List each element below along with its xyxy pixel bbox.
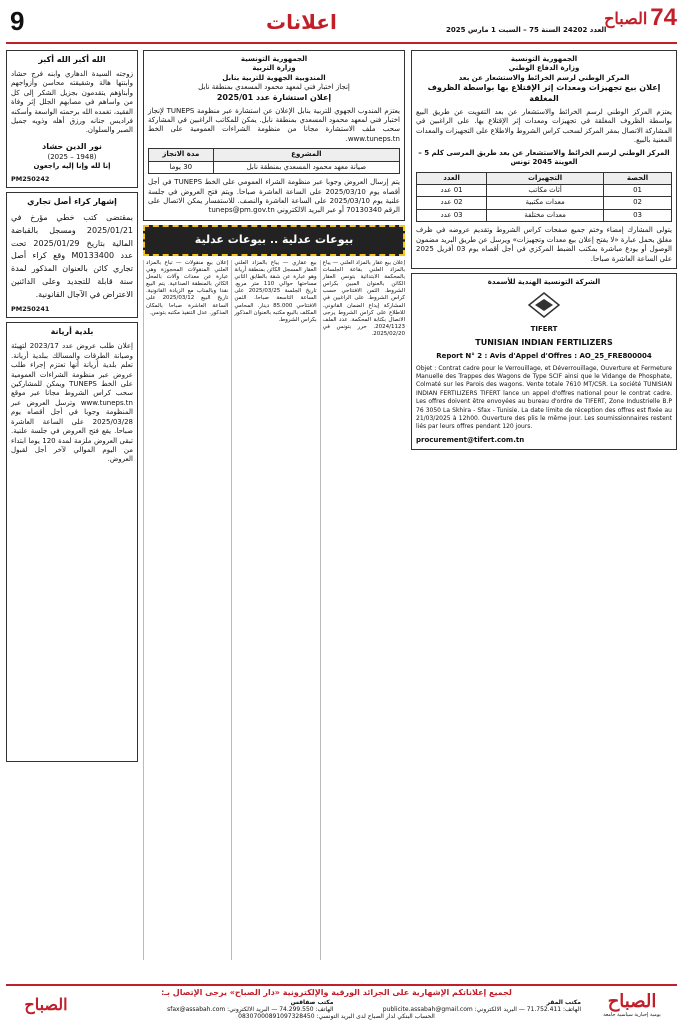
page-number: 9: [10, 6, 25, 36]
table-cell: صيانة معهد محمود المسعدي بمنطقة نابل: [213, 161, 399, 173]
notice-body: يعتزم المركز الوطني لرسم الخرائط والاستشعار عن بعد التفويت عن طريق البيع بواسطة الظروف المغلقة في تجهيزات ومعدات إثر الإقتلاع بها. على الراغبين في المشاركة الاتصال بمقر المركز لسحب كراس الشروط والاطلاع على التجهيزات والمعدات المعنية بالبيع.: [416, 107, 672, 145]
ref-code: PM250242: [11, 174, 50, 183]
tifert-report: Report N° 2 : Avis d'Appel d'Offres : AO_25_FRE800004: [436, 352, 652, 361]
tifert-email[interactable]: procurement@tifert.com.tn: [416, 435, 525, 444]
page-footer: [6, 984, 677, 1022]
sales-columns: [143, 260, 405, 960]
table-header: المشروع: [213, 149, 399, 161]
education-notice: [143, 50, 405, 221]
table-cell: معدات مكتبية: [487, 197, 604, 209]
office-body: الهاتف: 71.752.411 — البريد الالكتروني: publicite.assabah@gmail.com: [382, 1006, 581, 1013]
footer-logo: [587, 986, 677, 1022]
directorate: المندوبية الجهوية للتربية بنابل: [222, 73, 326, 82]
notice-body-2: يتولى المشارك إمضاء وختم جميع صفحات كراس الشروط وتقديم عروضه في ظرف مغلق يحمل عبارة «لا يفتح إعلان بيع معدات وتجهيزات» ويرسل عن طريق البريد مضمون الوصول أو يودع مباشرة بمكتب الضبط المركزي في أجل أقصاه يوم 03 أفريل 2025 على الساعة العاشرة صباحا.: [416, 226, 672, 263]
ref-code: PM250241: [11, 304, 50, 313]
bank-account: الحساب البنكي لدار الصباح لدى البريد التونسي: 08307000891097328450: [238, 1013, 435, 1020]
condolence-body: زوجته السيدة الدهاري وابنه فرج حشاد وابنتها هالة وشقيقته محاسن وأزواجهم وأبناؤهم يتقدمون بجزيل الشكر إلى كل من واساهم في مصابهم الجلل إثر وفاة الفقيد، تغمده الله برحمته الواسعة وأسكنه فراديس جنانه ورزق أهله وذويه جميل الصبر والسلوان.: [11, 69, 133, 135]
lease-notice: [6, 192, 138, 318]
ministry: وزارة التربية: [252, 64, 296, 73]
verse: إنا لله وإنا إليه راجعون: [33, 162, 111, 171]
office-hq: [340, 999, 582, 1013]
table-row: [417, 184, 672, 196]
right-column: [411, 50, 677, 980]
sales-column: إعلان بيع عقار بالمزاد العلني — يباع بالمزاد العلني بقاعة الجلسات بالمحكمة الابتدائية بتونس العقار الكائن بالعنوان المبين بكراس الشروط. الثمن الافتتاحي حسب كراس الشروط. على الراغبين في المشاركة إيداع الضمان القانوني. للاطلاع على كراس الشروط يرجى الاتصال بكتابة المحكمة. عدد الملف 2024/1123. حرر بتونس في 2025/02/20.: [320, 260, 405, 960]
table-row: [149, 161, 400, 173]
table-cell: 02: [604, 197, 672, 209]
prayer-title: الله أكبر الله أكبر: [38, 55, 106, 64]
municipality-notice: [6, 322, 138, 762]
notice-body: يعتزم المندوب الجهوي للتربية بنابل الإعلان عن استشارة عبر منظومة TUNEPS لإنجاز اختبار فني لمعهد محمود المسعدي بمنطقة نابل. يمكن للمكاتب الراغبين في المشاركة سحب ملف الاستشارة مجانا من منظومة الشراءات العمومية على الخط www.tuneps.tn.: [148, 106, 400, 143]
defense-notice: [411, 50, 677, 269]
tifert-logo: [416, 291, 672, 334]
table-header: التجهيزات: [487, 172, 604, 184]
judicial-sales: [143, 225, 405, 960]
office-sfax: [92, 999, 334, 1013]
footer-logo-right: [6, 986, 86, 1022]
notice-location: المركز الوطني لرسم الخرائط والاستشعار عن بعد طريق المرسى كلم 5 – العوينة 2045 تونس: [418, 148, 670, 167]
middle-column: [143, 50, 405, 980]
office-title: مكتب المقر: [546, 999, 581, 1006]
tifert-logo-text: TIFERT: [530, 324, 558, 333]
notice-subject: إنجاز اختبار فني لمعهد محمود المسعدي بمنطقة نابل: [198, 83, 350, 92]
table-cell: 03 عدد: [417, 209, 487, 221]
masthead-logo: [597, 4, 677, 32]
lease-title: إشهار كراء أصل تجاري: [27, 197, 117, 207]
issue-meta: العدد 24202 السنة 75 – السبت 1 مارس 2025: [446, 26, 607, 34]
deceased-name: نور الدين حشاد: [42, 141, 102, 151]
table-cell: 30 يوما: [149, 161, 214, 173]
table-cell: 01 عدد: [417, 184, 487, 196]
table-header: مدة الانجاز: [149, 149, 214, 161]
ministry: وزارة الدفاع الوطني: [508, 64, 580, 73]
table-cell: أثاث مكاتب: [487, 184, 604, 196]
table-cell: 03: [604, 209, 672, 221]
table-header: العدد: [417, 172, 487, 184]
tifert-notice: [411, 273, 677, 450]
footer-logo-right-name: الصباح: [24, 994, 68, 1014]
office-body: الهاتف: 74.299.550 — البريد الالكتروني: sfax@assabah.com: [167, 1006, 334, 1013]
table-header: الحصة: [604, 172, 672, 184]
tifert-name-ar: الشركة التونسية الهندية للأسمدة: [487, 278, 601, 287]
sales-title: بيوعات عدلية .. بيوعات عدلية: [143, 225, 405, 256]
notice-number: إعلان استشارة عدد 2025/01: [216, 92, 332, 102]
lease-body: بمقتضى كتب خطي مؤرخ في 2025/01/21 ومسجل بالقباضة المالية بتاريخ 2025/01/29 تحت عدد M0133400 وقع كراء أصل تجاري كائن بالعنوان المذكور لمدة سنة قابلة للتجديد وعلى الدائنين الاعتراض في الآجال القانونية.: [11, 213, 134, 299]
table-cell: 02 عدد: [417, 197, 487, 209]
lots-table: [416, 172, 672, 223]
republic: الجمهورية التونسية: [510, 55, 578, 63]
table-cell: 01: [604, 184, 672, 196]
page-header: [6, 4, 677, 44]
sales-column: بيع عقاري — يباع بالمزاد العلني العقار المسجل الكائن بمنطقة أريانة وهو عبارة عن شقة بالطابق الثاني مساحتها حوالي 110 متر مربع. تاريخ الجلسة 2025/03/25 على الساعة التاسعة صباحا. الثمن الافتتاحي 85.000 دينار. المحامي المكلف بالبيع مكتبه بالعنوان المذكور بكراس الشروط.: [231, 260, 316, 960]
table-cell: معدات مختلفة: [487, 209, 604, 221]
table-row: [417, 209, 672, 221]
center-name: المركز الوطني لرسم الخرائط والاستشعار عن بعد: [458, 73, 630, 82]
municipality-title: بلدية أريانة: [50, 327, 94, 337]
section-title: اعلانات: [266, 10, 337, 34]
tifert-body: Objet : Contrat cadre pour le Verrouillage, et Déverrouillage, Ouverture et Fermeture Manuelle des Trappes des Wagons de Type SCIF ainsi que le Vidange de Phosphate, Colmaté sur les Parois des wagons. Vente totale 7610 MT/CSR. La société TUNISIAN INDIAN FERTILIZERS TIFERT lance un appel d'offres national pour le contrat cadre. Les offres doivent être envoyées au bureau d'ordre de TIFERT, Zone Industrielle B.P 76 3050 La Skhira - Sfax - Tunisie. La date limite de réception des offres est fixée au 21/03/2025 à 12h00. Ouverture des plis le même jour. Les soumissionnaires restent liés par leurs offres pendant 120 jours.: [416, 364, 672, 431]
tifert-name-en: TUNISIAN INDIAN FERTILIZERS: [475, 338, 613, 348]
footer-logo-name: الصباح: [607, 990, 657, 1012]
deceased-dates: (1948 – 2025): [47, 152, 97, 161]
table-row: [417, 197, 672, 209]
project-table: [148, 148, 400, 174]
footer-contact: [86, 986, 587, 1022]
footer-offices: [92, 999, 581, 1013]
left-column: [6, 50, 138, 980]
notice-body-2: يتم إرسال العروض وجوبا عبر منظومة الشراء العمومي على الخط TUNEPS في أجل أقصاه يوم 2025/03/10 على الساعة العاشرة صباحا. ويتم فتح العروض في جلسة علنية يوم 2025/03/10 على الساعة العاشرة والنصف. للاستفسار يمكن الاتصال على الرقم 70130340 أو عبر البريد الالكتروني tuneps@pm.gov.tn: [148, 178, 401, 215]
republic: الجمهورية التونسية: [240, 55, 308, 63]
tifert-logo-icon: [519, 291, 569, 321]
footer-logo-sub: يومية إخبارية سياسية جامعة: [603, 1011, 661, 1018]
footer-heading: لجميع إعلاناتكم الإشهارية على الجرائد الورقية والإلكترونية «دار الصباح» يرجى الإتصال بـ:: [161, 988, 512, 997]
logo-name: الصباح: [604, 8, 648, 28]
condolence-notice: [6, 50, 138, 188]
sales-column: إعلان بيع منقولات — تباع بالمزاد العلني المنقولات المحجوزة وهي عبارة عن معدات وآلات بالمحل الكائن بالمنطقة الصناعية. يتم البيع نقدا وبالمناب مع الزيادة القانونية. تاريخ البيع 2025/03/12 على الساعة العاشرة صباحا بالمكان المذكور. عدل التنفيذ مكتبه بتونس.: [143, 260, 228, 960]
logo-number: 74: [650, 4, 677, 31]
notice-title: إعلان بيع تجهيزات ومعدات إثر الإقتلاع بها بواسطة الظروف المغلقة: [427, 83, 661, 104]
office-title: مكتب صفاقس: [290, 999, 334, 1006]
municipality-body: إعلان طلب عروض عدد 2023/17 لتهيئة وصيانة الطرقات والمسالك ببلدية أريانة. تعلم بلدية أريانة أنها تعتزم إجراء طلب عروض عبر منظومة الشراءات العمومية على الخط TUNEPS ويمكن للمشاركين سحب كراس الشروط مجانا عبر موقع www.tuneps.tn وترسل العروض عبر المنظومة وجوبا في أجل أقصاه يوم 2025/03/28 على الساعة العاشرة صباحا. يقع فتح العروض في جلسة علنية. تبقى العروض ملزمة لمدة 120 يوما ابتداء من اليوم الموالي لآخر أجل لقبول العروض.: [11, 342, 133, 464]
